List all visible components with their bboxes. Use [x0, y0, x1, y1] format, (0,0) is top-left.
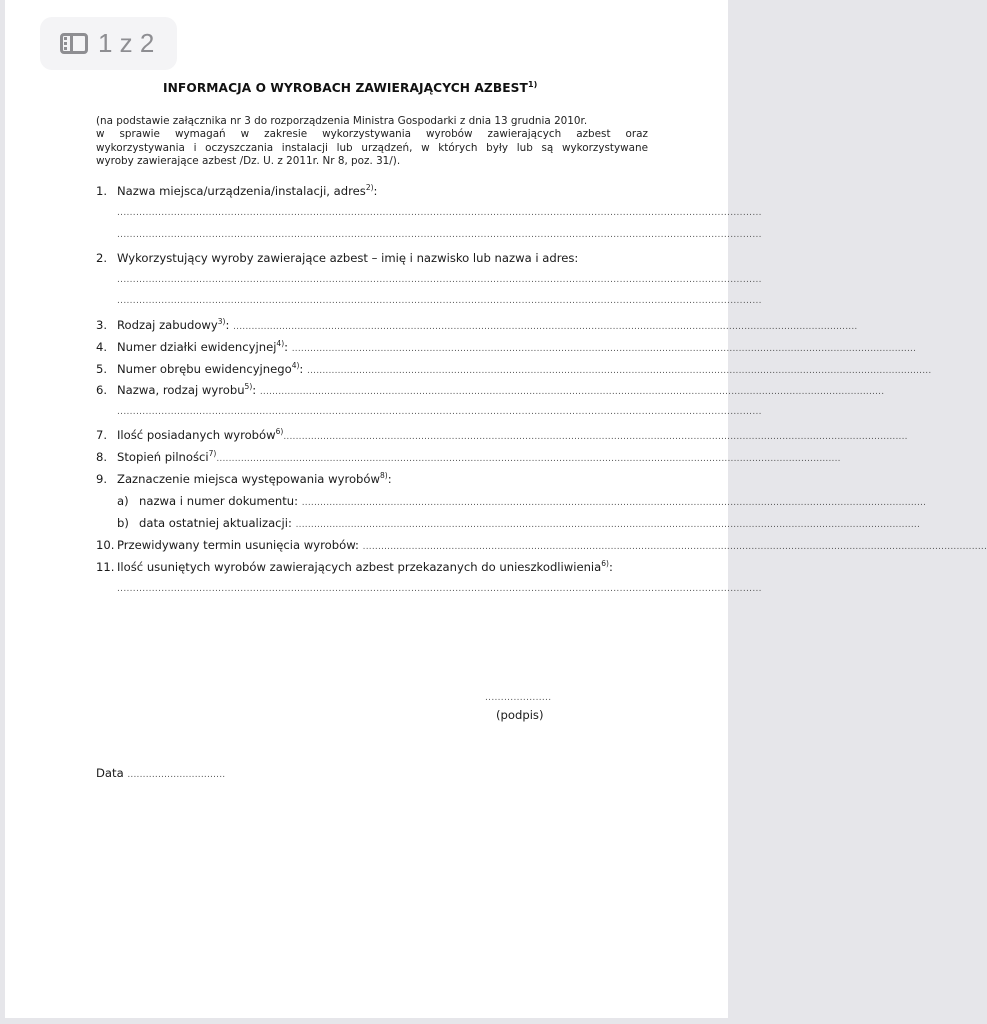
signature-label: (podpis)	[496, 708, 544, 722]
fill-dots[interactable]: ............................................................................................................................................................................................................	[291, 344, 917, 354]
field-9a[interactable]	[117, 492, 927, 510]
field-1	[96, 182, 645, 200]
fill-line[interactable]: ............................................................................................................................................................................................................	[117, 208, 762, 218]
fill-line[interactable]: ............................................................................................................................................................................................................	[117, 275, 762, 285]
fill-dots[interactable]: ............................................................................................................................................................................................................	[362, 542, 987, 552]
field-11	[96, 558, 648, 576]
intro-line: w sprawie wymagań w zakresie wykorzystywania wyrobów zawierających azbest oraz	[96, 128, 648, 141]
field-3[interactable]	[96, 316, 858, 334]
fill-dots[interactable]: ............................................................................................................................................................................................................	[307, 366, 932, 376]
title-footnote: 1)	[527, 80, 538, 89]
title-text: INFORMACJA O WYROBACH ZAWIERAJĄCYCH AZBEST	[163, 81, 528, 96]
item-number: 11.	[96, 560, 115, 574]
item-number: 9.	[96, 472, 108, 486]
fill-line[interactable]: ............................................................................................................................................................................................................	[117, 584, 762, 594]
item-number: 5.	[96, 362, 108, 376]
intro-line: (na podstawie załącznika nr 3 do rozporządzenia Ministra Gospodarki z dnia 13 grudnia 2010r.	[96, 115, 588, 127]
item-label: data ostatniej aktualizacji:	[139, 516, 292, 530]
date-label: Data	[96, 766, 124, 780]
item-label: Numer działki ewidencyjnej$^{4)}$:	[117, 339, 292, 354]
field-5[interactable]	[96, 360, 932, 378]
field-9b[interactable]	[117, 514, 921, 532]
item-label: Ilość posiadanych wyrobów$^{6)}$	[117, 427, 284, 442]
field-6[interactable]	[96, 381, 885, 399]
item-number: 10.	[96, 538, 115, 552]
item-number: 7.	[96, 428, 108, 442]
fill-line[interactable]: ............................................................................................................................................................................................................	[117, 230, 762, 240]
fill-dots[interactable]: ............................................................................................................................................................................................................	[259, 387, 885, 397]
item-number: 1.	[96, 184, 108, 198]
item-number: 6.	[96, 383, 108, 397]
item-label: Nazwa, rodzaj wyrobu$^{5)}$:	[117, 382, 260, 397]
item-label: Rodzaj zabudowy$^{3)}$:	[117, 317, 234, 332]
item-label: Przewidywany termin usunięcia wyrobów:	[117, 538, 359, 552]
page-indicator[interactable]	[40, 17, 177, 70]
fill-dots[interactable]: ............................................................................................................................................................................................................	[301, 498, 927, 508]
legal-basis-paragraph	[96, 115, 648, 169]
item-label: Wykorzystujący wyroby zawierające azbest – imię i nazwisko lub nazwa i adres:	[117, 251, 579, 265]
fill-line[interactable]: ............................................................................................................................................................................................................	[117, 407, 762, 417]
item-number: 3.	[96, 318, 108, 332]
document-title	[163, 80, 537, 95]
item-label: Nazwa miejsca/urządzenia/instalacji, adres$^{2)}$:	[117, 183, 378, 198]
field-10[interactable]	[96, 536, 987, 554]
item-label: Numer obrębu ewidencyjnego$^{4)}$:	[117, 361, 308, 376]
item-label: Stopień pilności$^{7)}$	[117, 449, 217, 464]
fill-dots[interactable]: ............................................................................................................................................................................................................	[295, 520, 921, 530]
item-label: Ilość usuniętych wyrobów zawierających azbest przekazanych do unieszkodliwienia$^{6)}$:	[117, 559, 613, 574]
page-count: 1 z 2	[98, 28, 155, 58]
item-label: nazwa i numer dokumentu:	[139, 494, 299, 508]
field-9	[96, 470, 645, 488]
field-4[interactable]	[96, 338, 917, 356]
fill-line[interactable]: ............................................................................................................................................................................................................	[117, 296, 762, 306]
item-number: 4.	[96, 340, 108, 354]
fill-dots[interactable]: ............................................................................................................................................................................................................	[233, 322, 858, 332]
intro-line: wyroby zawierające azbest /Dz. U. z 2011r. Nr 8, poz. 31/).	[96, 155, 401, 168]
signature-line[interactable]: .....................	[485, 693, 552, 703]
field-7[interactable]	[96, 426, 908, 444]
intro-line: wykorzystywania i oczyszczania instalacji lub urządzeń, w których były lub są wykorzystywane	[96, 141, 648, 154]
sidebar-icon[interactable]	[60, 33, 88, 54]
item-number: 2.	[96, 251, 108, 265]
item-number: 8.	[96, 450, 108, 464]
item-letter: b)	[117, 516, 129, 530]
date-field[interactable]	[96, 766, 225, 780]
document-page	[5, 0, 987, 1018]
fill-dots[interactable]: ............................................................................................................................................................................................................	[216, 454, 841, 464]
field-8[interactable]	[96, 448, 841, 466]
item-label: Zaznaczenie miejsca występowania wyrobów$^{8)}$:	[117, 471, 392, 486]
field-2	[96, 249, 645, 267]
item-letter: a)	[117, 494, 129, 508]
fill-dots[interactable]: ............................................................................................................................................................................................................	[283, 432, 908, 442]
date-dots[interactable]: ................................	[127, 770, 226, 780]
